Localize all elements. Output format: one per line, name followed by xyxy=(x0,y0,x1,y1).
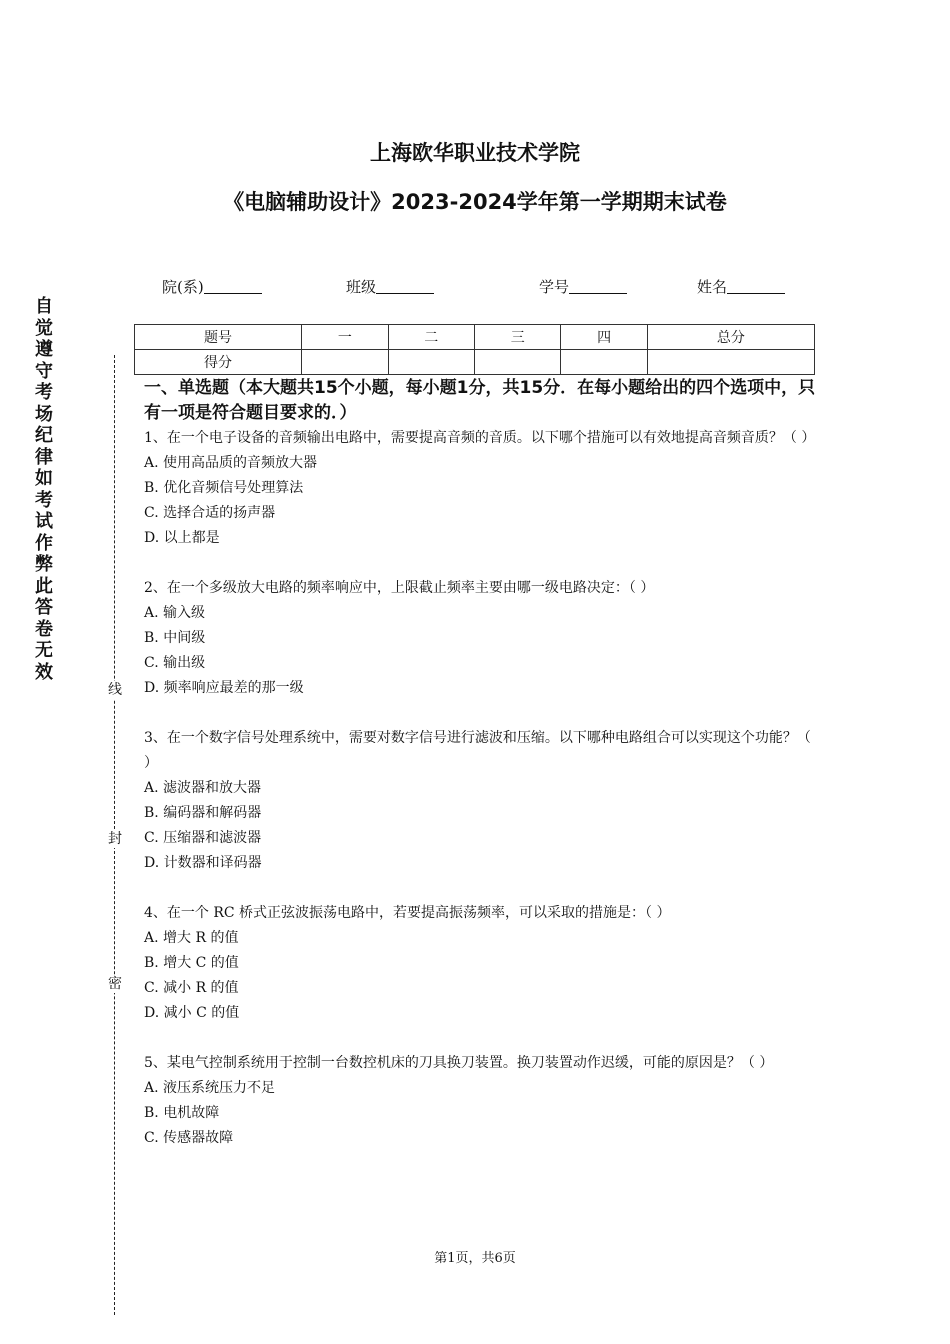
option: B. 编码器和解码器 xyxy=(144,805,262,821)
score-table-row xyxy=(135,350,815,375)
exam-content xyxy=(144,376,816,1176)
option: D. 减小 C 的值 xyxy=(144,1005,240,1021)
question-text: 2、在一个多级放大电路的频率响应中，上限截止频率主要由哪一级电路决定：（ ） xyxy=(144,580,655,596)
option: A. 滤波器和放大器 xyxy=(144,780,262,796)
score-cell[interactable] xyxy=(561,350,647,375)
score-table-header xyxy=(135,325,815,350)
option: C. 传感器故障 xyxy=(144,1130,234,1146)
score-header-cell: 总分 xyxy=(647,325,814,350)
score-cell[interactable] xyxy=(302,350,388,375)
option: A. 液压系统压力不足 xyxy=(144,1080,276,1096)
field-class xyxy=(346,276,434,297)
school-name: 上海欧华职业技术学院 xyxy=(370,141,580,165)
field-name xyxy=(697,276,785,297)
question xyxy=(144,1051,816,1151)
seal-mark-secret: 密 xyxy=(108,976,122,992)
option: C. 输出级 xyxy=(144,655,206,671)
side-warning: 自觉遵守考场纪律如考试作弊此答卷无效 xyxy=(35,296,53,683)
question-text: 3、在一个数字信号处理系统中，需要对数字信号进行滤波和压缩。以下哪种电路组合可以实现这个功能？（ ） xyxy=(144,730,811,771)
score-header-cell: 三 xyxy=(474,325,560,350)
option: D. 以上都是 xyxy=(144,530,220,546)
section-heading: 一、单选题（本大题共15个小题，每小题1分，共15分．在每小题给出的四个选项中，只有一项是符合题目要求的．） xyxy=(144,378,816,423)
question xyxy=(144,726,816,876)
score-cell[interactable] xyxy=(474,350,560,375)
option: B. 优化音频信号处理算法 xyxy=(144,480,304,496)
option: A. 增大 R 的值 xyxy=(144,930,239,946)
score-header-cell: 四 xyxy=(561,325,647,350)
option: C. 选择合适的扬声器 xyxy=(144,505,276,521)
exam-title: 《电脑辅助设计》2023-2024学年第一学期期末试卷 xyxy=(223,190,727,214)
question-text: 1、在一个电子设备的音频输出电路中，需要提高音频的音质。以下哪个措施可以有效地提高音频音质？（ ） xyxy=(144,430,816,446)
seal-mark-line: 线 xyxy=(108,682,122,698)
option: C. 压缩器和滤波器 xyxy=(144,830,262,846)
score-cell[interactable] xyxy=(388,350,474,375)
question-text: 5、某电气控制系统用于控制一台数控机床的刀具换刀装置。换刀装置动作迟缓，可能的原因是？（ ） xyxy=(144,1055,774,1071)
field-department xyxy=(162,276,262,297)
field-label: 姓名 xyxy=(697,278,728,296)
question xyxy=(144,901,816,1026)
fill-blank[interactable] xyxy=(204,279,262,294)
field-label: 班级 xyxy=(346,278,377,296)
option: C. 减小 R 的值 xyxy=(144,980,239,996)
option: A. 输入级 xyxy=(144,605,206,621)
option: A. 使用高品质的音频放大器 xyxy=(144,455,318,471)
score-header-cell: 二 xyxy=(388,325,474,350)
score-header-cell: 一 xyxy=(302,325,388,350)
score-row-label: 得分 xyxy=(135,350,302,375)
score-table xyxy=(134,324,815,375)
question xyxy=(144,426,816,551)
option: D. 频率响应最差的那一级 xyxy=(144,680,304,696)
option: B. 电机故障 xyxy=(144,1105,220,1121)
fill-blank[interactable] xyxy=(569,279,627,294)
fill-blank[interactable] xyxy=(376,279,434,294)
seal-mark-seal: 封 xyxy=(108,831,122,847)
field-label: 院(系) xyxy=(162,278,204,296)
field-student-id xyxy=(539,276,627,297)
option: B. 中间级 xyxy=(144,630,206,646)
page-footer: 第1页，共6页 xyxy=(434,1251,516,1266)
score-cell[interactable] xyxy=(647,350,814,375)
option: D. 计数器和译码器 xyxy=(144,855,262,871)
fill-blank[interactable] xyxy=(727,279,785,294)
question-text: 4、在一个 RC 桥式正弦波振荡电路中，若要提高振荡频率，可以采取的措施是：（ ） xyxy=(144,905,671,921)
score-header-cell: 题号 xyxy=(135,325,302,350)
option: B. 增大 C 的值 xyxy=(144,955,239,971)
field-label: 学号 xyxy=(539,278,570,296)
question xyxy=(144,576,816,701)
